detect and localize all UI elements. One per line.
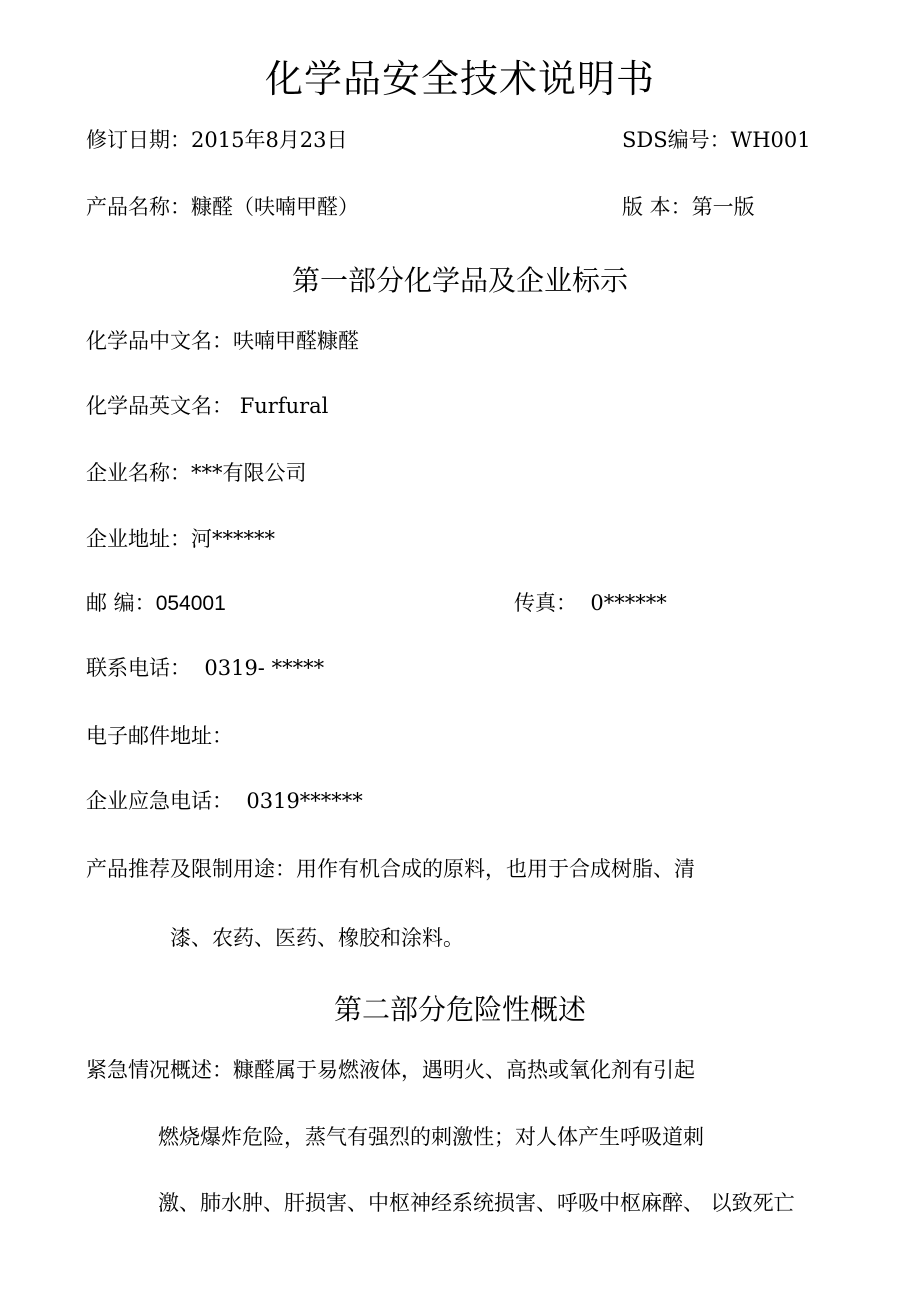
part2-heading: 第二部分危险性概述 (333, 993, 586, 1026)
usage-text-line2: 漆、农药、医药、橡胶和涂料。 (170, 926, 464, 950)
part1-heading: 第一部分化学品及企业标示 (291, 264, 628, 297)
emergency-phone-row (86, 791, 363, 812)
en-name-row (86, 396, 328, 417)
address-value: 河****** (191, 527, 275, 551)
emergency-phone-value: 0319****** (246, 789, 363, 813)
address-label: 企业地址： (86, 527, 191, 551)
fax-row (514, 593, 667, 614)
revision-date-label: 修订日期： (86, 128, 191, 152)
company-row (86, 463, 307, 484)
fax-value: 0****** (590, 591, 667, 615)
sds-number-label: SDS编号： (622, 128, 731, 152)
version-value: 第一版 (691, 195, 755, 219)
phone-label: 联系电话： (86, 656, 191, 680)
cn-name-label: 化学品中文名： (86, 329, 233, 353)
version-label: 版 本： (622, 195, 692, 219)
usage-text-line1: 用作有机合成的原料，也用于合成树脂、清 (296, 857, 695, 881)
document-title: 化学品安全技术说明书 (264, 57, 655, 101)
cn-name-value: 呋喃甲醛糠醛 (233, 329, 359, 353)
postcode-row (86, 593, 226, 614)
overview-text-line2: 燃烧爆炸危险，蒸气有强烈的刺激性；对人体产生呼吸道刺 (158, 1125, 704, 1149)
sds-number-value: WH001 (730, 128, 811, 152)
postcode-label: 邮 编： (86, 591, 156, 615)
sds-number-row (622, 130, 811, 151)
overview-label: 紧急情况概述： (86, 1058, 233, 1082)
overview-text-line3: 激、肺水肿、肝损害、中枢神经系统损害、呼吸中枢麻醉、 以致死亡 (158, 1191, 795, 1215)
cn-name-row (86, 331, 359, 352)
product-name-label: 产品名称： (86, 195, 191, 219)
product-name-row (86, 197, 359, 218)
fax-label: 传真： (514, 591, 577, 615)
phone-row (86, 658, 324, 679)
usage-label: 产品推荐及限制用途： (86, 857, 296, 881)
company-value: ***有限公司 (191, 461, 307, 485)
usage-row (86, 859, 695, 880)
emergency-phone-label: 企业应急电话： (86, 789, 233, 813)
revision-date-row (86, 130, 348, 151)
en-name-value: Furfural (239, 394, 329, 418)
version-row (622, 197, 755, 218)
product-name-value: 糠醛（呋喃甲醛） (191, 195, 359, 219)
email-label: 电子邮件地址： (86, 724, 233, 748)
phone-value: 0319- ***** (204, 656, 325, 680)
overview-row (86, 1060, 695, 1081)
en-name-label: 化学品英文名： (86, 394, 233, 418)
email-row (86, 726, 233, 747)
postcode-value: 054001 (155, 592, 226, 615)
address-row (86, 529, 275, 550)
company-label: 企业名称： (86, 461, 191, 485)
overview-text-line1: 糠醛属于易燃液体，遇明火、高热或氧化剂有引起 (233, 1058, 695, 1082)
revision-date-value: 2015年8月23日 (191, 128, 348, 152)
